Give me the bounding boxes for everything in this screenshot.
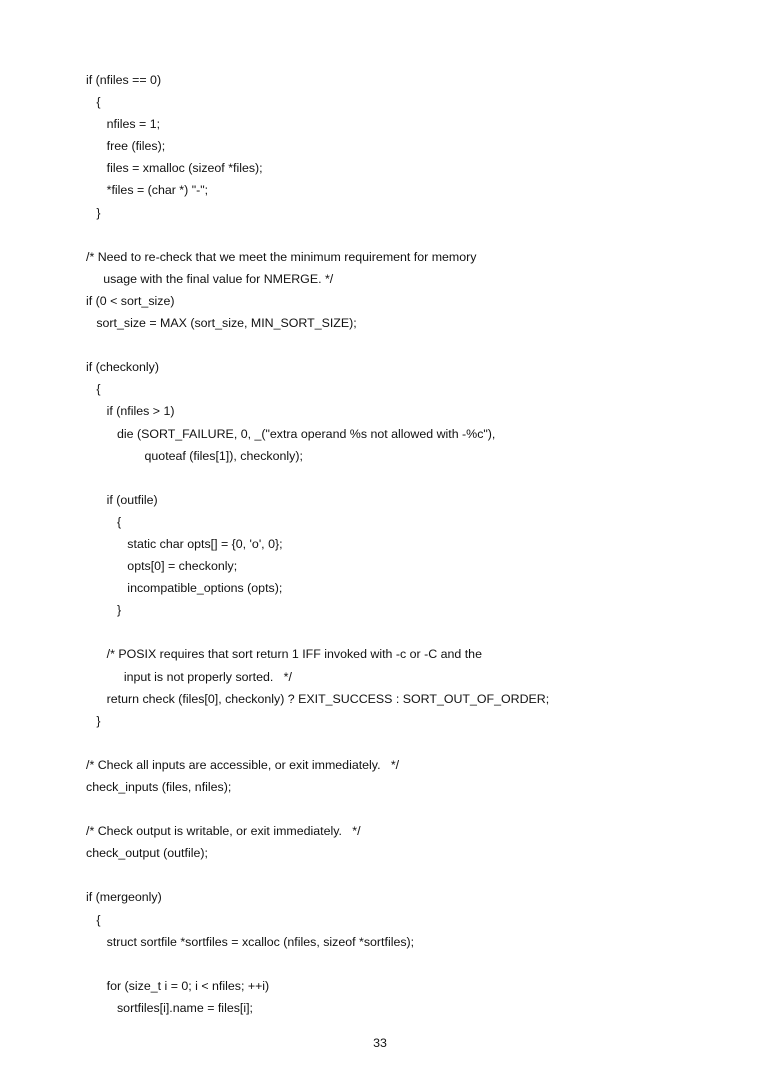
code-line: *files = (char *) "-"; xyxy=(86,183,209,198)
code-line: if (nfiles == 0) xyxy=(86,73,162,87)
code-line: input is not properly sorted. */ xyxy=(86,669,292,684)
code-line: if (mergeonly) xyxy=(86,890,162,905)
code-line: if (outfile) xyxy=(86,492,158,507)
code-line: files = xmalloc (sizeof *files); xyxy=(86,161,263,176)
code-line: check_inputs (files, nfiles); xyxy=(86,780,232,794)
code-listing xyxy=(86,69,726,1019)
code-line xyxy=(86,334,726,356)
code-line: usage with the final value for NMERGE. */ xyxy=(86,271,334,286)
code-line xyxy=(86,953,726,975)
code-line: } xyxy=(86,205,101,220)
code-line: nfiles = 1; xyxy=(86,117,161,132)
code-line xyxy=(86,621,726,643)
code-line: /* Need to re-check that we meet the minimum requirement for memory xyxy=(86,249,477,264)
code-line xyxy=(86,732,726,754)
code-line: check_output (outfile); xyxy=(86,846,208,861)
code-line: return check (files[0], checkonly) ? EXIT_SUCCESS : SORT_OUT_OF_ORDER; xyxy=(86,691,550,706)
code-line: /* Check all inputs are accessible, or exit immediately. */ xyxy=(86,757,400,772)
code-line: static char opts[] = {0, 'o', 0}; xyxy=(86,536,283,551)
code-line: for (size_t i = 0; i < nfiles; ++i) xyxy=(86,978,270,993)
code-line xyxy=(86,467,726,489)
code-line: /* POSIX requires that sort return 1 IFF invoked with -c or -C and the xyxy=(86,647,482,662)
code-line xyxy=(86,798,726,820)
code-line: opts[0] = checkonly; xyxy=(86,559,238,574)
code-line: { xyxy=(86,514,122,529)
code-line: { xyxy=(86,95,101,110)
code-line: incompatible_options (opts); xyxy=(86,581,283,596)
code-line: } xyxy=(86,713,101,728)
code-line: if (0 < sort_size) xyxy=(86,293,175,308)
code-line: /* Check output is writable, or exit immediately. */ xyxy=(86,824,361,839)
code-line: quoteaf (files[1]), checkonly); xyxy=(86,448,303,463)
code-line: free (files); xyxy=(86,139,166,154)
code-line: if (nfiles > 1) xyxy=(86,404,175,419)
code-line xyxy=(86,864,726,886)
code-line: { xyxy=(86,912,101,927)
code-line: if (checkonly) xyxy=(86,360,159,375)
code-line: { xyxy=(86,382,101,397)
page-number: 33 xyxy=(373,1036,387,1050)
code-line: die (SORT_FAILURE, 0, _("extra operand %s not allowed with -%c"), xyxy=(86,426,496,441)
code-line: sort_size = MAX (sort_size, MIN_SORT_SIZE); xyxy=(86,316,357,331)
code-line: sortfiles[i].name = files[i]; xyxy=(86,1000,253,1015)
code-line: } xyxy=(86,603,122,618)
code-line: struct sortfile *sortfiles = xcalloc (nfiles, sizeof *sortfiles); xyxy=(86,934,415,949)
code-line xyxy=(86,224,726,246)
